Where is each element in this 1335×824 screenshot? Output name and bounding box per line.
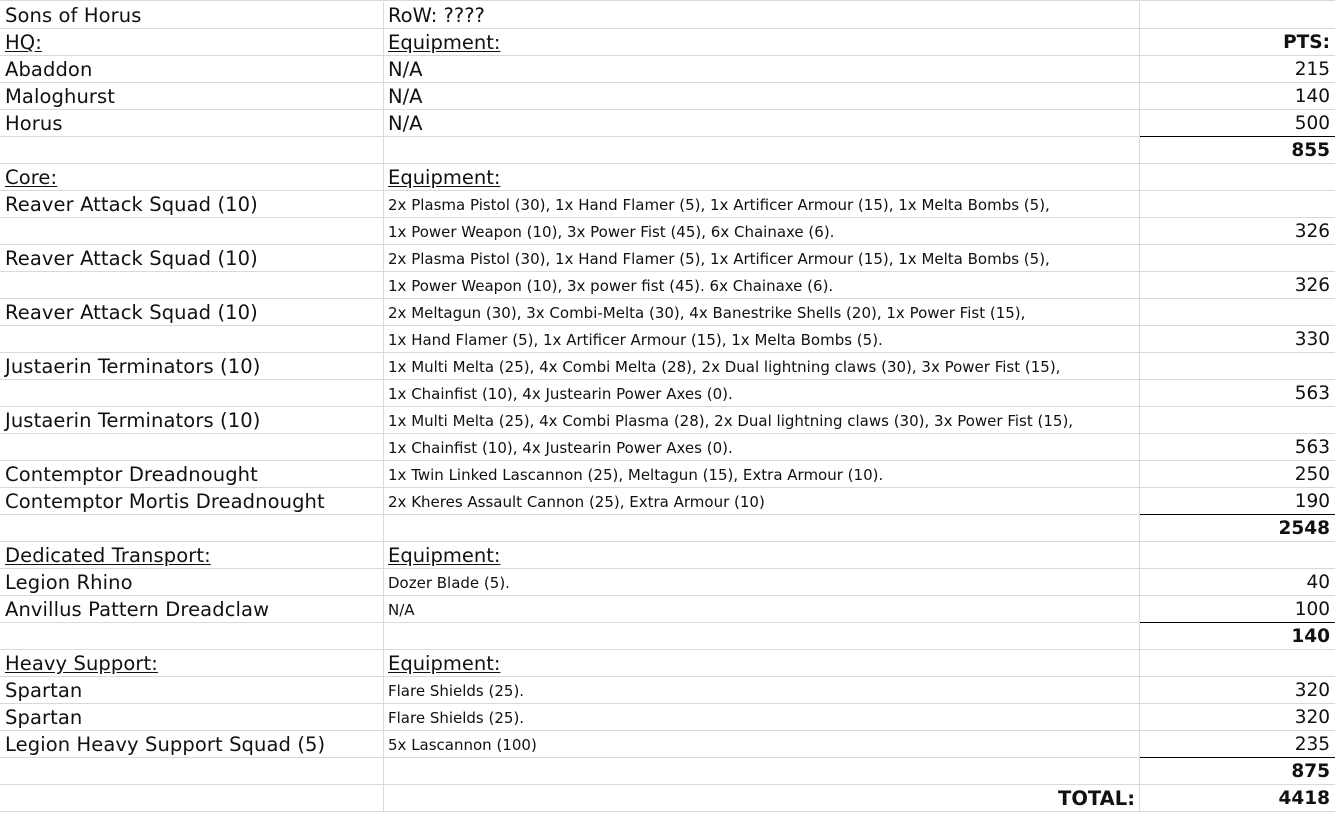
equipment-cell[interactable] bbox=[384, 326, 1140, 353]
equipment-cell[interactable] bbox=[384, 704, 1140, 731]
cell-text: 5x Lascannon (100) bbox=[388, 736, 537, 754]
unit-cell[interactable] bbox=[0, 407, 384, 434]
cell-text: HQ: bbox=[5, 31, 42, 54]
cell-text: 855 bbox=[1291, 140, 1330, 161]
cell-text: PTS: bbox=[1283, 32, 1330, 53]
cell-text: 875 bbox=[1291, 761, 1330, 782]
cell-text: 4418 bbox=[1278, 788, 1330, 809]
cell-text: 140 bbox=[1291, 626, 1330, 647]
equipment-cell[interactable] bbox=[384, 245, 1140, 272]
cell-text: 1x Chainfist (10), 4x Justearin Power Axes (0). bbox=[388, 439, 733, 457]
unit-cell[interactable] bbox=[0, 515, 384, 542]
sheet-row bbox=[0, 272, 1335, 299]
sheet-row bbox=[0, 137, 1335, 164]
equipment-cell[interactable] bbox=[384, 164, 1140, 191]
unit-cell[interactable] bbox=[0, 218, 384, 245]
cell-text: Anvillus Pattern Dreadclaw bbox=[5, 598, 270, 621]
cell-text: RoW: ???? bbox=[388, 4, 485, 27]
equipment-cell[interactable] bbox=[384, 623, 1140, 650]
cell-text: 250 bbox=[1294, 464, 1330, 485]
unit-cell[interactable] bbox=[0, 596, 384, 623]
points-cell[interactable] bbox=[1140, 137, 1335, 164]
unit-cell[interactable] bbox=[0, 137, 384, 164]
points-cell[interactable] bbox=[1140, 515, 1335, 542]
cell-text: 190 bbox=[1294, 491, 1330, 512]
equipment-cell[interactable] bbox=[384, 488, 1140, 515]
points-cell[interactable] bbox=[1140, 569, 1335, 596]
cell-text: Sons of Horus bbox=[5, 4, 142, 27]
points-cell[interactable] bbox=[1140, 596, 1335, 623]
points-cell[interactable] bbox=[1140, 110, 1335, 137]
cell-text: 2x Plasma Pistol (30), 1x Hand Flamer (5), 1x Artificer Armour (15), 1x Melta Bombs (5), bbox=[388, 250, 1050, 268]
unit-cell[interactable] bbox=[0, 704, 384, 731]
equipment-cell[interactable] bbox=[384, 677, 1140, 704]
cell-text: Maloghurst bbox=[5, 85, 116, 108]
unit-cell[interactable] bbox=[0, 191, 384, 218]
cell-text: 320 bbox=[1294, 707, 1330, 728]
points-cell[interactable] bbox=[1140, 407, 1335, 434]
equipment-cell[interactable] bbox=[384, 461, 1140, 488]
cell-text: N/A bbox=[388, 58, 423, 81]
points-cell[interactable] bbox=[1140, 272, 1335, 299]
unit-cell[interactable] bbox=[0, 380, 384, 407]
points-cell[interactable] bbox=[1140, 83, 1335, 110]
points-cell[interactable] bbox=[1140, 56, 1335, 83]
unit-cell[interactable] bbox=[0, 434, 384, 461]
unit-cell[interactable] bbox=[0, 2, 384, 29]
cell-text: 140 bbox=[1294, 86, 1330, 107]
sheet-row bbox=[0, 731, 1335, 758]
sheet-row bbox=[0, 461, 1335, 488]
points-cell[interactable] bbox=[1140, 704, 1335, 731]
sheet-row bbox=[0, 110, 1335, 137]
unit-cell[interactable] bbox=[0, 758, 384, 785]
sheet-row bbox=[0, 2, 1335, 29]
sheet-row bbox=[0, 542, 1335, 569]
points-cell[interactable] bbox=[1140, 218, 1335, 245]
equipment-cell[interactable] bbox=[384, 56, 1140, 83]
cell-text: TOTAL: bbox=[1058, 787, 1135, 810]
cell-text: Contemptor Mortis Dreadnought bbox=[5, 490, 325, 513]
unit-cell[interactable] bbox=[0, 164, 384, 191]
sheet-row bbox=[0, 245, 1335, 272]
sheet-row bbox=[0, 353, 1335, 380]
cell-text: Reaver Attack Squad (10) bbox=[5, 301, 258, 324]
equipment-cell[interactable] bbox=[384, 380, 1140, 407]
points-cell[interactable] bbox=[1140, 434, 1335, 461]
unit-cell[interactable] bbox=[0, 650, 384, 677]
cell-text: Justaerin Terminators (10) bbox=[5, 355, 261, 378]
points-cell[interactable] bbox=[1140, 542, 1335, 569]
cell-text: Dozer Blade (5). bbox=[388, 574, 510, 592]
unit-cell[interactable] bbox=[0, 488, 384, 515]
cell-text: 1x Power Weapon (10), 3x Power Fist (45), 6x Chainaxe (6). bbox=[388, 223, 835, 241]
equipment-cell[interactable] bbox=[384, 218, 1140, 245]
equipment-cell[interactable] bbox=[384, 83, 1140, 110]
points-cell[interactable] bbox=[1140, 353, 1335, 380]
unit-cell[interactable] bbox=[0, 542, 384, 569]
sheet-row bbox=[0, 758, 1335, 785]
unit-cell[interactable] bbox=[0, 272, 384, 299]
unit-cell[interactable] bbox=[0, 785, 384, 812]
cell-text: N/A bbox=[388, 601, 415, 619]
sheet-row bbox=[0, 623, 1335, 650]
cell-text: Legion Rhino bbox=[5, 571, 133, 594]
cell-text: Reaver Attack Squad (10) bbox=[5, 193, 258, 216]
unit-cell[interactable] bbox=[0, 245, 384, 272]
cell-text: Reaver Attack Squad (10) bbox=[5, 247, 258, 270]
unit-cell[interactable] bbox=[0, 326, 384, 353]
sheet-row bbox=[0, 299, 1335, 326]
points-cell[interactable] bbox=[1140, 299, 1335, 326]
cell-text: 235 bbox=[1294, 734, 1330, 755]
unit-cell[interactable] bbox=[0, 731, 384, 758]
cell-text: 563 bbox=[1294, 383, 1330, 404]
cell-text: Abaddon bbox=[5, 58, 93, 81]
equipment-cell[interactable] bbox=[384, 731, 1140, 758]
cell-text: 1x Power Weapon (10), 3x power fist (45). 6x Chainaxe (6). bbox=[388, 277, 834, 295]
top-gridline bbox=[0, 0, 1335, 1]
points-cell[interactable] bbox=[1140, 245, 1335, 272]
equipment-cell[interactable] bbox=[384, 542, 1140, 569]
equipment-cell[interactable] bbox=[384, 407, 1140, 434]
sheet-row bbox=[0, 191, 1335, 218]
cell-text: 326 bbox=[1294, 275, 1330, 296]
equipment-cell[interactable] bbox=[384, 29, 1140, 56]
cell-text: Horus bbox=[5, 112, 63, 135]
equipment-cell[interactable] bbox=[384, 110, 1140, 137]
sheet-row bbox=[0, 785, 1335, 812]
sheet-row bbox=[0, 83, 1335, 110]
cell-text: Equipment: bbox=[388, 31, 501, 54]
cell-text: 2x Plasma Pistol (30), 1x Hand Flamer (5), 1x Artificer Armour (15), 1x Melta Bombs (5), bbox=[388, 196, 1050, 214]
cell-text: 320 bbox=[1294, 680, 1330, 701]
equipment-cell[interactable] bbox=[384, 353, 1140, 380]
sheet-row bbox=[0, 407, 1335, 434]
cell-text: 2x Kheres Assault Cannon (25), Extra Armour (10) bbox=[388, 493, 765, 511]
sheet-row bbox=[0, 164, 1335, 191]
cell-text: Dedicated Transport: bbox=[5, 544, 211, 567]
sheet-row bbox=[0, 29, 1335, 56]
cell-text: 326 bbox=[1294, 221, 1330, 242]
points-cell[interactable] bbox=[1140, 29, 1335, 56]
unit-cell[interactable] bbox=[0, 677, 384, 704]
points-cell[interactable] bbox=[1140, 623, 1335, 650]
cell-text: Contemptor Dreadnought bbox=[5, 463, 258, 486]
sheet-row bbox=[0, 650, 1335, 677]
equipment-cell[interactable] bbox=[384, 515, 1140, 542]
sheet-row bbox=[0, 569, 1335, 596]
cell-text: Flare Shields (25). bbox=[388, 709, 525, 727]
cell-text: Justaerin Terminators (10) bbox=[5, 409, 261, 432]
equipment-cell[interactable] bbox=[384, 2, 1140, 29]
unit-cell[interactable] bbox=[0, 110, 384, 137]
equipment-cell[interactable] bbox=[384, 299, 1140, 326]
cell-text: N/A bbox=[388, 85, 423, 108]
equipment-cell[interactable] bbox=[384, 650, 1140, 677]
equipment-cell[interactable] bbox=[384, 758, 1140, 785]
points-cell[interactable] bbox=[1140, 2, 1335, 29]
points-cell[interactable] bbox=[1140, 191, 1335, 218]
points-cell[interactable] bbox=[1140, 677, 1335, 704]
cell-text: 40 bbox=[1306, 572, 1330, 593]
cell-text: Spartan bbox=[5, 679, 83, 702]
sheet-row bbox=[0, 380, 1335, 407]
sheet-row bbox=[0, 488, 1335, 515]
cell-text: 563 bbox=[1294, 437, 1330, 458]
points-cell[interactable] bbox=[1140, 461, 1335, 488]
points-cell[interactable] bbox=[1140, 785, 1335, 812]
points-cell[interactable] bbox=[1140, 164, 1335, 191]
cell-text: Equipment: bbox=[388, 652, 501, 675]
sheet-row bbox=[0, 677, 1335, 704]
cell-text: Heavy Support: bbox=[5, 652, 158, 675]
cell-text: Flare Shields (25). bbox=[388, 682, 525, 700]
unit-cell[interactable] bbox=[0, 461, 384, 488]
unit-cell[interactable] bbox=[0, 623, 384, 650]
equipment-cell[interactable] bbox=[384, 569, 1140, 596]
cell-text: Equipment: bbox=[388, 544, 501, 567]
cell-text: 215 bbox=[1294, 59, 1330, 80]
equipment-cell[interactable] bbox=[384, 191, 1140, 218]
points-cell[interactable] bbox=[1140, 758, 1335, 785]
sheet-row bbox=[0, 515, 1335, 542]
sheet-row bbox=[0, 56, 1335, 83]
sheet-row bbox=[0, 704, 1335, 731]
equipment-cell[interactable] bbox=[384, 272, 1140, 299]
cell-text: N/A bbox=[388, 112, 423, 135]
cell-text: Core: bbox=[5, 166, 58, 189]
cell-text: 500 bbox=[1294, 113, 1330, 134]
cell-text: Legion Heavy Support Squad (5) bbox=[5, 733, 326, 756]
sheet-row bbox=[0, 434, 1335, 461]
cell-text: 2548 bbox=[1278, 518, 1330, 539]
cell-text: Equipment: bbox=[388, 166, 501, 189]
unit-cell[interactable] bbox=[0, 569, 384, 596]
unit-cell[interactable] bbox=[0, 29, 384, 56]
unit-cell[interactable] bbox=[0, 83, 384, 110]
equipment-cell[interactable] bbox=[384, 596, 1140, 623]
unit-cell[interactable] bbox=[0, 353, 384, 380]
cell-text: 330 bbox=[1294, 329, 1330, 350]
cell-text: 100 bbox=[1294, 599, 1330, 620]
points-cell[interactable] bbox=[1140, 326, 1335, 353]
unit-cell[interactable] bbox=[0, 56, 384, 83]
points-cell[interactable] bbox=[1140, 731, 1335, 758]
points-cell[interactable] bbox=[1140, 650, 1335, 677]
sheet-row bbox=[0, 326, 1335, 353]
sheet-row bbox=[0, 596, 1335, 623]
unit-cell[interactable] bbox=[0, 299, 384, 326]
equipment-cell[interactable] bbox=[384, 137, 1140, 164]
points-cell[interactable] bbox=[1140, 380, 1335, 407]
sheet-row bbox=[0, 218, 1335, 245]
cell-text: 1x Multi Melta (25), 4x Combi Plasma (28), 2x Dual lightning claws (30), 3x Power Fist (15), bbox=[388, 412, 1074, 430]
cell-text: Spartan bbox=[5, 706, 83, 729]
points-cell[interactable] bbox=[1140, 488, 1335, 515]
cell-text: 2x Meltagun (30), 3x Combi-Melta (30), 4x Banestrike Shells (20), 1x Power Fist (15), bbox=[388, 304, 1026, 322]
cell-text: 1x Multi Melta (25), 4x Combi Melta (28), 2x Dual lightning claws (30), 3x Power Fist (15), bbox=[388, 358, 1061, 376]
cell-text: 1x Twin Linked Lascannon (25), Meltagun (15), Extra Armour (10). bbox=[388, 466, 884, 484]
equipment-cell[interactable] bbox=[384, 785, 1140, 812]
cell-text: 1x Chainfist (10), 4x Justearin Power Axes (0). bbox=[388, 385, 733, 403]
equipment-cell[interactable] bbox=[384, 434, 1140, 461]
cell-text: 1x Hand Flamer (5), 1x Artificer Armour (15), 1x Melta Bombs (5). bbox=[388, 331, 883, 349]
